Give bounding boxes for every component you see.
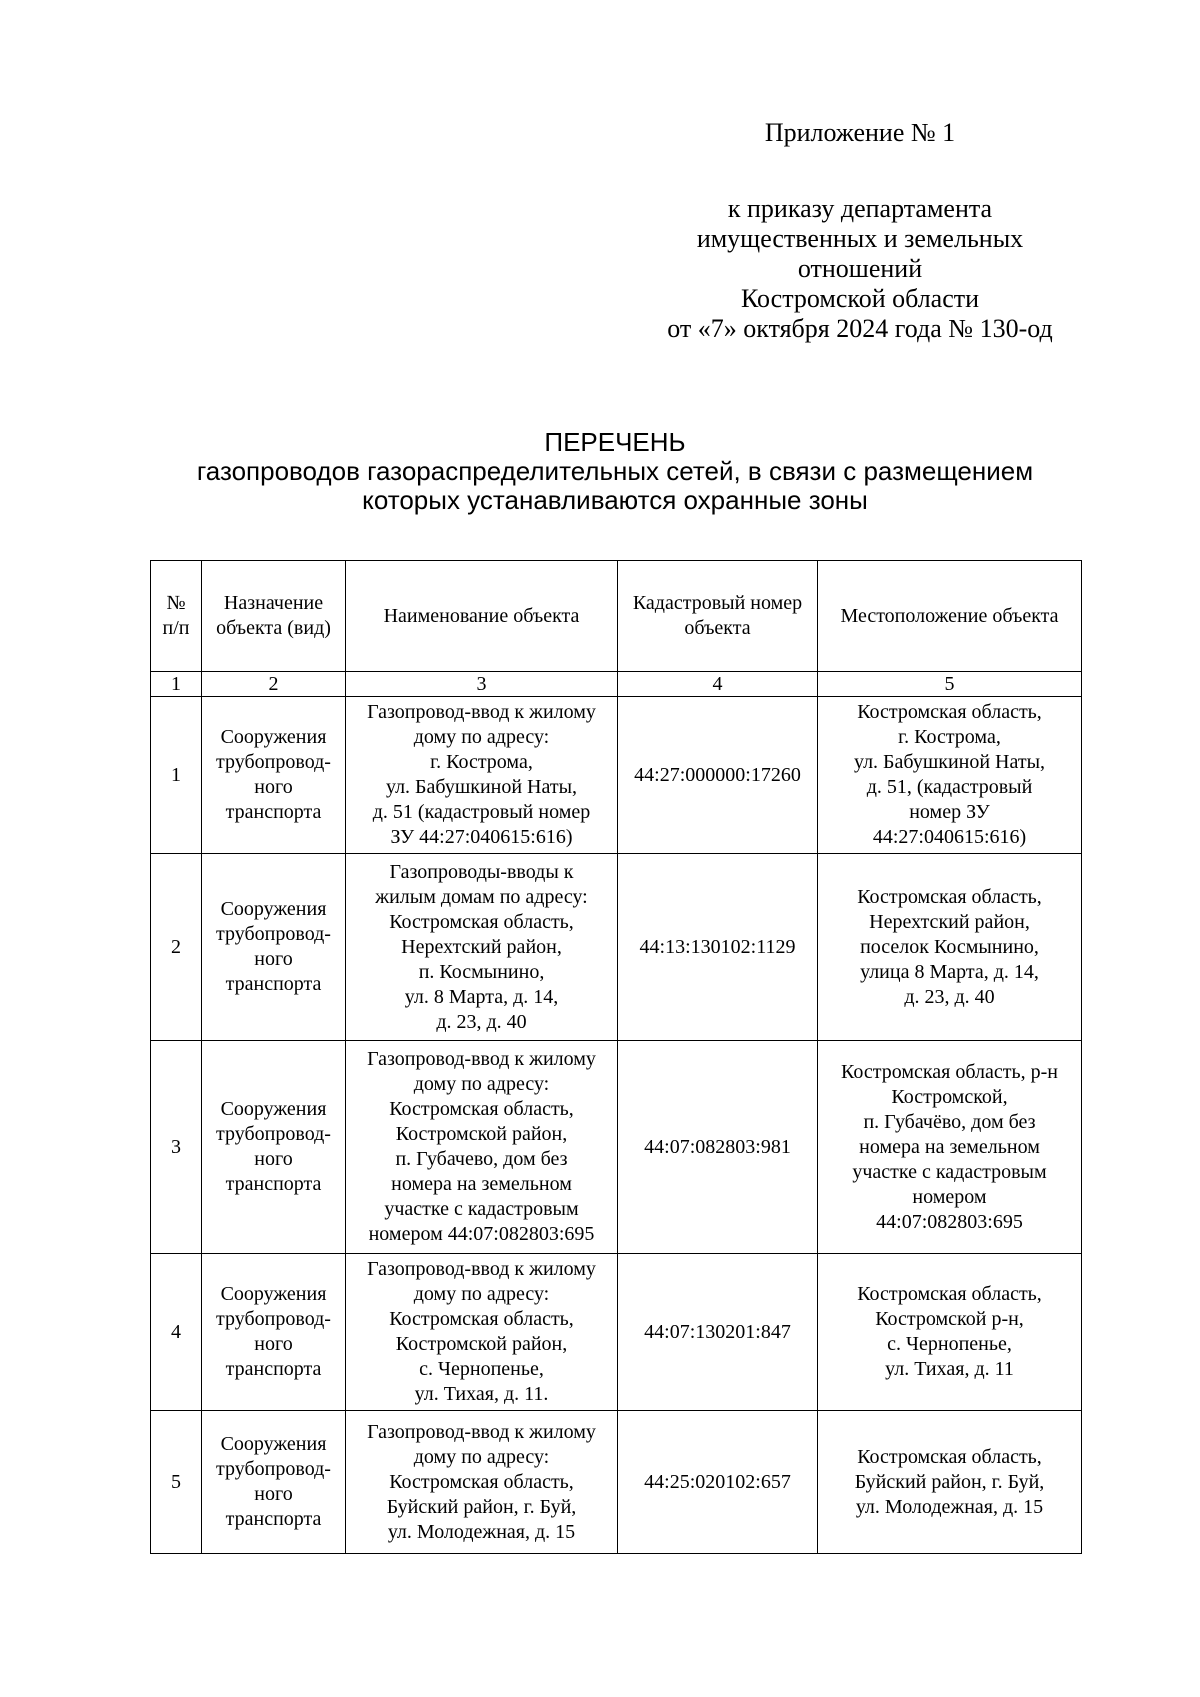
table-row (151, 1041, 1082, 1254)
header-location: Местоположение объекта (818, 561, 1082, 672)
row-number: 1 (151, 697, 202, 854)
header-number: № п/п (151, 561, 202, 672)
title-heading: ПЕРЕЧЕНЬ (544, 427, 686, 457)
row-location: Костромская область, Буйский район, г. Буй, ул. Молодежная, д. 15 (818, 1411, 1082, 1554)
column-number: 5 (818, 672, 1082, 697)
column-number: 1 (151, 672, 202, 697)
row-location: Костромская область, г. Кострома, ул. Бабушкиной Наты, д. 51, (кадастровый номер ЗУ 44:27:040615:616) (818, 697, 1082, 854)
appendix-line-5: от «7» октября 2024 года № 130-од (667, 314, 1053, 343)
table-row (151, 1254, 1082, 1411)
document-title (150, 428, 1080, 515)
table-row (151, 1411, 1082, 1554)
row-location: Костромская область, р-н Костромской, п. Губачёво, дом без номера на земельном участке с кадастровым номером 44:07:082803:695 (818, 1041, 1082, 1254)
row-cadastral-number: 44:13:130102:1129 (618, 854, 818, 1041)
table-row (151, 697, 1082, 854)
row-object-name: Газопровод-ввод к жилому дому по адресу: Костромская область, Костромской район, с. Чернопенье, ул. Тихая, д. 11. (346, 1254, 618, 1411)
row-purpose: Сооружения трубопровод- ного транспорта (202, 854, 346, 1041)
header-cadastral: Кадастровый номер объекта (618, 561, 818, 672)
row-cadastral-number: 44:25:020102:657 (618, 1411, 818, 1554)
column-number: 4 (618, 672, 818, 697)
row-purpose: Сооружения трубопровод- ного транспорта (202, 697, 346, 854)
row-number: 2 (151, 854, 202, 1041)
appendix-block (640, 118, 1080, 344)
row-purpose: Сооружения трубопровод- ного транспорта (202, 1254, 346, 1411)
title-subtitle-1: газопроводов газораспределительных сетей, в связи с размещением (196, 456, 1034, 486)
title-subtitle-2: которых устанавливаются охранные зоны (362, 485, 868, 515)
table-row (151, 854, 1082, 1041)
header-name: Наименование объекта (346, 561, 618, 672)
pipelines-table (150, 560, 1082, 1554)
column-numbers-row (151, 672, 1082, 697)
appendix-title: Приложение № 1 (764, 118, 956, 147)
row-number: 4 (151, 1254, 202, 1411)
row-cadastral-number: 44:27:000000:17260 (618, 697, 818, 854)
column-number: 3 (346, 672, 618, 697)
row-object-name: Газопроводы-вводы к жилым домам по адресу: Костромская область, Нерехтский район, п. Космынино, ул. 8 Марта, д. 14, д. 23, д. 40 (346, 854, 618, 1041)
row-object-name: Газопровод-ввод к жилому дому по адресу: г. Кострома, ул. Бабушкиной Наты, д. 51 (кадастровый номер ЗУ 44:27:040615:616) (346, 697, 618, 854)
row-purpose: Сооружения трубопровод- ного транспорта (202, 1041, 346, 1254)
row-cadastral-number: 44:07:130201:847 (618, 1254, 818, 1411)
row-object-name: Газопровод-ввод к жилому дому по адресу: Костромская область, Костромской район, п. Губачево, дом без номера на земельном участке с кадастровым номером 44:07:082803:695 (346, 1041, 618, 1254)
appendix-line-1: к приказу департамента (727, 194, 993, 223)
appendix-line-2: имущественных и земельных (696, 224, 1024, 253)
appendix-line-4: Костромской области (740, 284, 980, 313)
appendix-line-3: отношений (797, 254, 923, 283)
row-location: Костромская область, Нерехтский район, поселок Космынино, улица 8 Марта, д. 14, д. 23, д. 40 (818, 854, 1082, 1041)
row-number: 3 (151, 1041, 202, 1254)
row-cadastral-number: 44:07:082803:981 (618, 1041, 818, 1254)
row-purpose: Сооружения трубопровод- ного транспорта (202, 1411, 346, 1554)
table-header-row (151, 561, 1082, 672)
header-purpose: Назначение объекта (вид) (202, 561, 346, 672)
row-location: Костромская область, Костромской р-н, с. Чернопенье, ул. Тихая, д. 11 (818, 1254, 1082, 1411)
row-number: 5 (151, 1411, 202, 1554)
column-number: 2 (202, 672, 346, 697)
row-object-name: Газопровод-ввод к жилому дому по адресу: Костромская область, Буйский район, г. Буй, ул. Молодежная, д. 15 (346, 1411, 618, 1554)
